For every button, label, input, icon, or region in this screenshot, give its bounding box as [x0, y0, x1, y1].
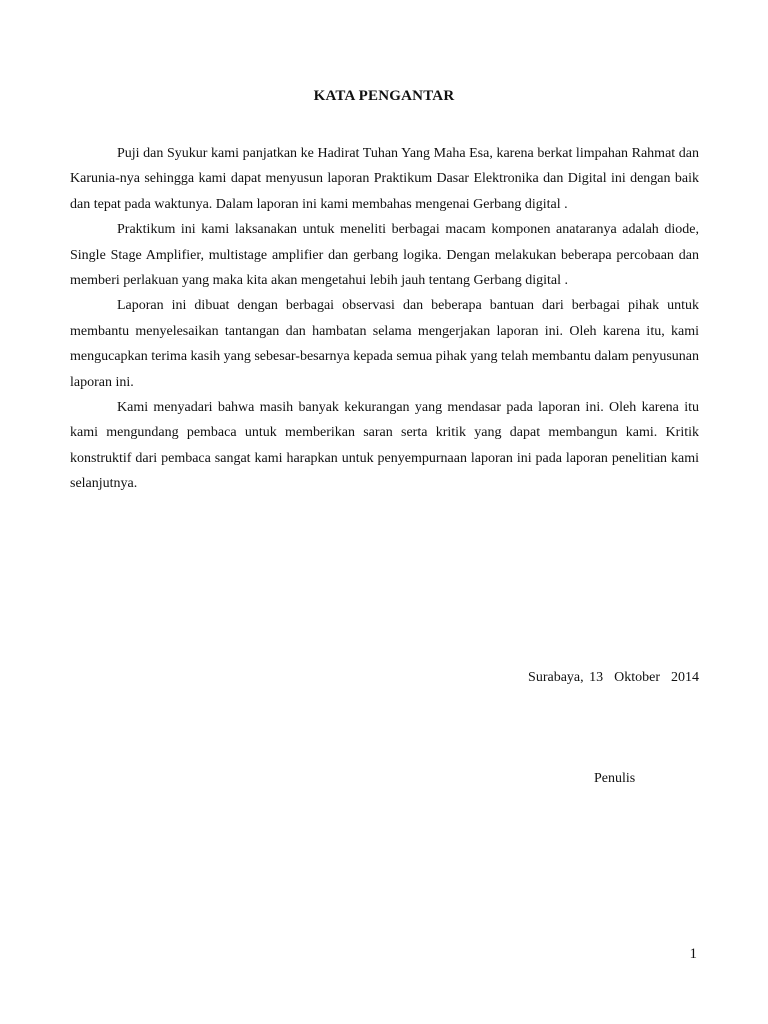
- page-number: 1: [689, 946, 697, 962]
- page-title: KATA PENGANTAR: [313, 88, 455, 104]
- paragraph-3: Laporan ini dibuat dengan berbagai observasi dan beberapa bantuan dari berbagai pihak untuk membantu menyelesaikan tantangan dan hambatan selama mengerjakan laporan ini. Oleh karena itu, kami mengucapkan terima kasih yang sebesar-besarnya kepada semua pihak yang telah membantu dalam penyusunan laporan ini.: [70, 298, 699, 390]
- body-text: [70, 141, 699, 497]
- author-signature-label: Penulis: [594, 771, 636, 786]
- place-date: Surabaya, 13 Oktober 2014: [528, 670, 699, 685]
- paragraph-2: Praktikum ini kami laksanakan untuk meneliti berbagai macam komponen anataranya adalah diode, Single Stage Amplifier, multistage amplifier dan gerbang logika. Dengan melakukan beberapa percobaan dan memberi perlakuan yang maka kita akan mengetahui lebih jauh tentang Gerbang digital .: [70, 222, 699, 289]
- paragraph-4: Kami menyadari bahwa masih banyak kekurangan yang mendasar pada laporan ini. Oleh karena itu kami mengundang pembaca untuk memberikan saran serta kritik yang dapat membangun kami. Kritik konstruktif dari pembaca sangat kami harapkan untuk penyempurnaan laporan ini pada laporan penelitian kami selanjutnya.: [70, 400, 699, 492]
- paragraph-1: Puji dan Syukur kami panjatkan ke Hadirat Tuhan Yang Maha Esa, karena berkat limpahan Rahmat dan Karunia-nya sehingga kami dapat menyusun laporan Praktikum Dasar Elektronika dan Digital ini dengan baik dan tepat pada waktunya. Dalam laporan ini kami membahas mengenai Gerbang digital .: [70, 146, 699, 212]
